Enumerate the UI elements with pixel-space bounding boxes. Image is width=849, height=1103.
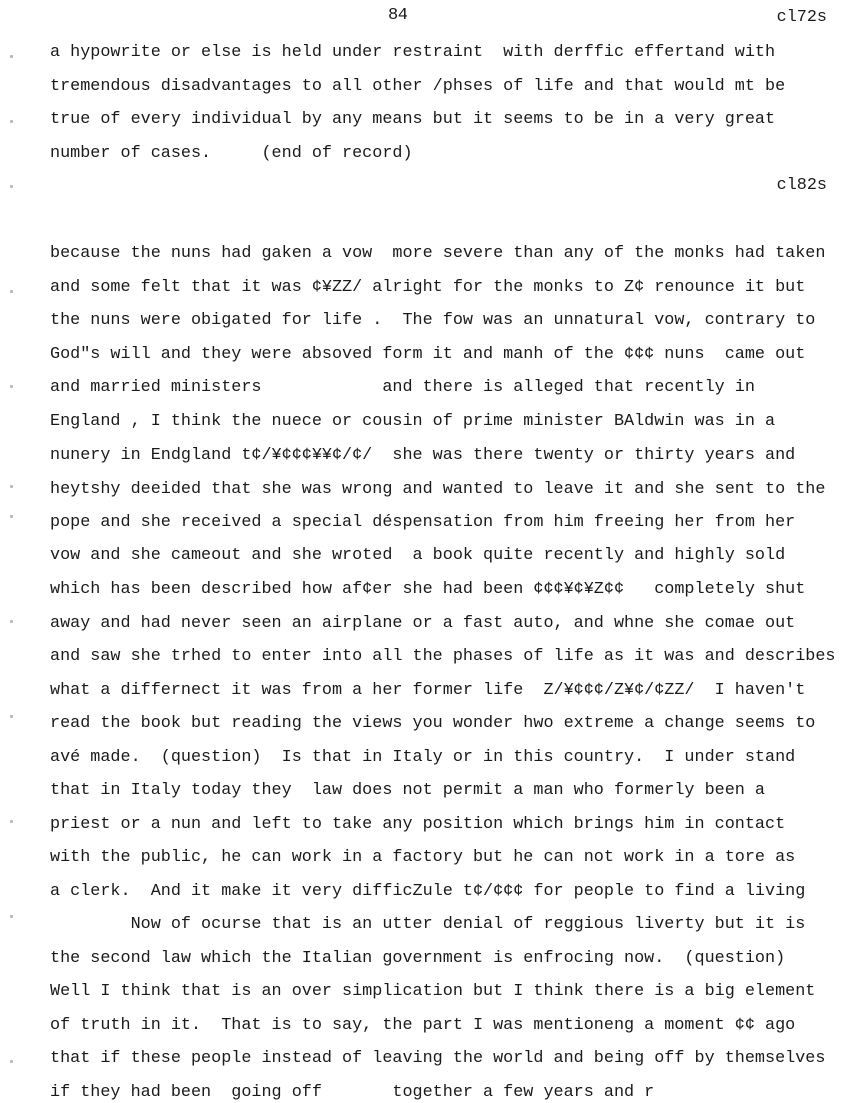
- text-line: avé made. (question) Is that in Italy or in this country. I under stand: [50, 748, 796, 767]
- scan-speck: [10, 915, 13, 918]
- text-line: read the book but reading the views you wonder hwo extreme a change seems to: [50, 714, 816, 733]
- record-reference-2: cl82s: [776, 176, 827, 195]
- record-reference-1: cl72s: [776, 8, 827, 27]
- text-line: pope and she received a special déspensation from him freeing her from her: [50, 513, 796, 532]
- scan-speck: [10, 290, 13, 293]
- scan-speck: [10, 515, 13, 518]
- scan-speck: [10, 820, 13, 823]
- scan-speck: [10, 120, 13, 123]
- text-line: that in Italy today they law does not permit a man who formerly been a: [50, 781, 765, 800]
- scan-speck: [10, 385, 13, 388]
- text-line: what a differnect it was from a her former life Z/¥¢¢¢/Z¥¢/¢ZZ/ I haven't: [50, 681, 806, 700]
- text-line: because the nuns had gaken a vow more severe than any of the monks had taken: [50, 244, 826, 263]
- text-line: with the public, he can work in a factory but he can not work in a tore as: [50, 848, 796, 867]
- text-line: number of cases. (end of record): [50, 144, 413, 163]
- text-line: and saw she trhed to enter into all the phases of life as it was and describes: [50, 647, 836, 666]
- text-line: if they had been going off together a few years and r: [50, 1083, 655, 1102]
- text-line: true of every individual by any means but it seems to be in a very great: [50, 110, 776, 129]
- text-line: God"s will and they were absoved form it and manh of the ¢¢¢ nuns came out: [50, 345, 806, 364]
- scan-speck: [10, 185, 13, 188]
- scan-speck: [10, 715, 13, 718]
- text-line: the nuns were obigated for life . The fow was an unnatural vow, contrary to: [50, 311, 816, 330]
- text-line: which has been described how af¢er she had been ¢¢¢¥¢¥Z¢¢ completely shut: [50, 580, 806, 599]
- text-line: heytshy deeided that she was wrong and wanted to leave it and she sent to the: [50, 480, 826, 499]
- scan-speck: [10, 620, 13, 623]
- text-line: a hypowrite or else is held under restraint with derffic effertand with: [50, 43, 776, 62]
- text-line: England , I think the nuece or cousin of prime minister BAldwin was in a: [50, 412, 776, 431]
- text-line: tremendous disadvantages to all other /phses of life and that would mt be: [50, 77, 786, 96]
- text-line: and some felt that it was ¢¥ZZ/ alright for the monks to Z¢ renounce it but: [50, 278, 806, 297]
- text-line: of truth in it. That is to say, the part I was mentioneng a moment ¢¢ ago: [50, 1016, 796, 1035]
- text-line: Now of ocurse that is an utter denial of reggious liverty but it is: [50, 915, 806, 934]
- text-line: vow and she cameout and she wroted a book quite recently and highly sold: [50, 546, 786, 565]
- text-line: a clerk. And it make it very difficZule t¢/¢¢¢ for people to find a living: [50, 882, 806, 901]
- text-line: the second law which the Italian government is enfrocing now. (question): [50, 949, 786, 968]
- scan-speck: [10, 1060, 13, 1063]
- text-line: away and had never seen an airplane or a fast auto, and whne she comae out: [50, 614, 796, 633]
- text-line: that if these people instead of leaving the world and being off by themselves: [50, 1049, 826, 1068]
- scan-speck: [10, 55, 13, 58]
- text-line: priest or a nun and left to take any position which brings him in contact: [50, 815, 786, 834]
- page-number: 84: [388, 6, 408, 25]
- text-line: Well I think that is an over simplication but I think there is a big element: [50, 982, 816, 1001]
- scan-speck: [10, 485, 13, 488]
- text-line: and married ministers and there is alleged that recently in: [50, 378, 755, 397]
- text-line: nunery in Endgland t¢/¥¢¢¢¥¥¢/¢/ she was there twenty or thirty years and: [50, 446, 796, 465]
